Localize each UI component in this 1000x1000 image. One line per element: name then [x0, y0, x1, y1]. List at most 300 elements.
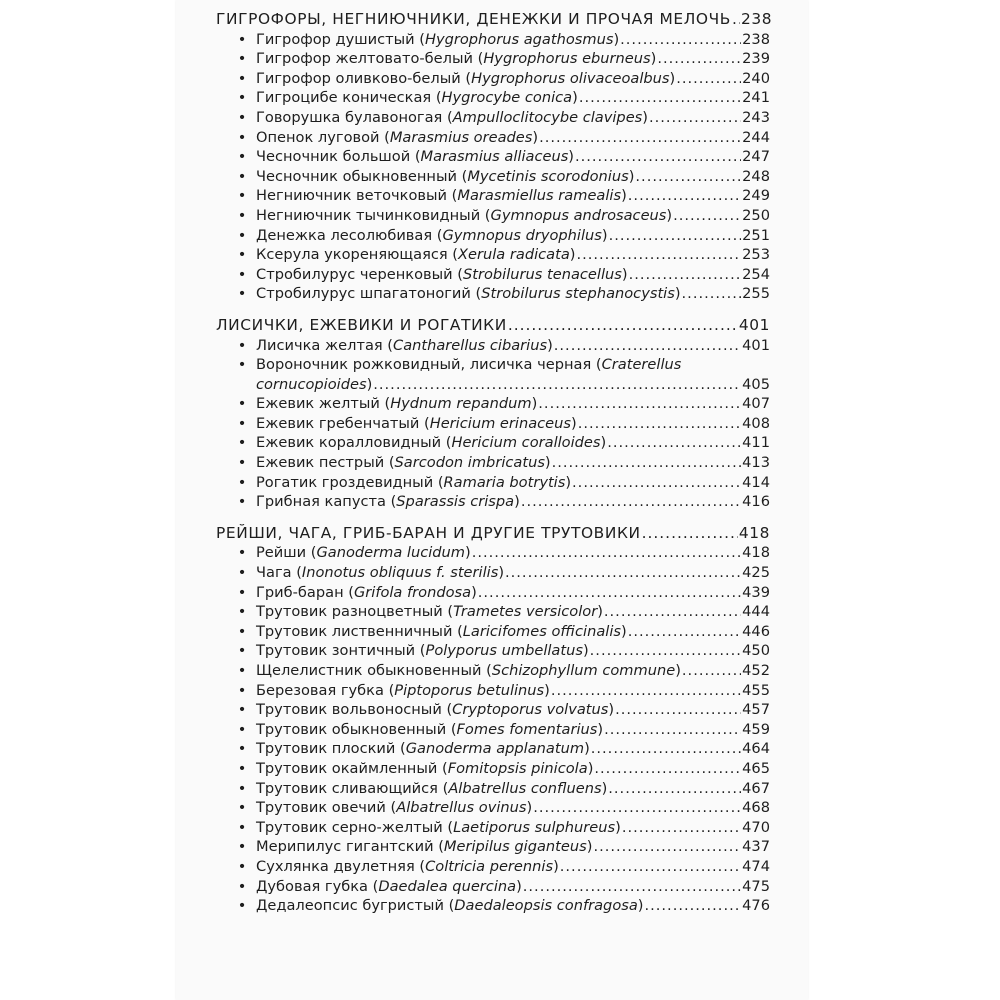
- entry-page-number: 243: [742, 108, 770, 126]
- entry-close-paren: ): [516, 877, 522, 895]
- entry-page-number: 254: [742, 265, 770, 283]
- entry-page-number: 452: [742, 662, 770, 679]
- dot-leader: [590, 641, 741, 661]
- entry-latin-name: Trametes versicolor: [453, 603, 598, 621]
- bullet-icon: •: [237, 583, 247, 601]
- dot-leader: [508, 316, 738, 336]
- dot-leader: [682, 661, 741, 681]
- toc-section: [216, 316, 770, 512]
- entry-page-number: 418: [742, 544, 770, 562]
- bullet-icon: •: [237, 681, 247, 699]
- entry-name: Рогатик гроздевидный (: [256, 473, 444, 491]
- toc-entry[interactable]: [216, 759, 770, 779]
- bullet-icon: •: [237, 779, 247, 797]
- bullet-icon: •: [237, 857, 247, 875]
- entry-name: Трутовик зонтичный (: [256, 642, 426, 660]
- bullet-icon: •: [237, 395, 247, 413]
- entry-latin-name: Grifola frondosa: [353, 583, 472, 601]
- toc-entry[interactable]: [216, 720, 770, 740]
- entry-close-paren: ): [650, 50, 657, 68]
- entry-page-number: 465: [742, 759, 770, 777]
- entry-latin-name: Cantharellus cibarius: [393, 336, 548, 354]
- entry-latin-name: Ampulloclitocybe clavipes: [452, 108, 643, 126]
- bullet-icon: •: [237, 414, 247, 432]
- entry-name: Березовая губка (: [256, 681, 395, 699]
- toc-entry[interactable]: [216, 186, 770, 206]
- entry-close-paren: ): [498, 564, 505, 582]
- entry-name: Негниючник веточковый (: [256, 187, 458, 205]
- entry-page-number: 250: [742, 206, 770, 224]
- bullet-icon: •: [237, 108, 247, 126]
- dot-leader: [521, 492, 741, 512]
- entry-latin-name: Coltricia perennis: [425, 857, 554, 875]
- bullet-icon: •: [237, 89, 247, 107]
- bullet-icon: •: [237, 897, 247, 915]
- entry-page-number: 450: [742, 642, 770, 660]
- dot-leader: [682, 284, 742, 304]
- toc-entry[interactable]: [216, 622, 770, 642]
- bullet-icon: •: [237, 187, 247, 205]
- toc-entry[interactable]: [216, 563, 770, 583]
- toc-entry[interactable]: [216, 69, 770, 89]
- entry-name: Щелелистник обыкновенный (: [256, 662, 492, 679]
- toc-entry[interactable]: [216, 49, 770, 69]
- dot-leader: [629, 265, 742, 285]
- section-heading[interactable]: [216, 316, 770, 336]
- entry-page-number: 244: [742, 128, 770, 146]
- entry-name: Ксерула укореняющаяся (: [256, 246, 459, 264]
- entry-name: Трутовик плоский (: [256, 740, 406, 758]
- entry-name: Опенок луговой (: [256, 128, 390, 146]
- bullet-icon: •: [237, 473, 247, 491]
- entry-name: Чесночник обыкновенный (: [256, 167, 468, 185]
- entry-latin-name: Gymnopus androsaceus: [490, 206, 667, 224]
- entry-name: Чага (: [256, 564, 302, 582]
- toc-entry[interactable]: [216, 779, 770, 799]
- entry-latin-name-cont: cornucopioides: [256, 375, 367, 393]
- entry-close-paren: ): [366, 375, 373, 393]
- dot-leader: [604, 602, 741, 622]
- entry-latin-name: Ganoderma applanatum: [405, 740, 585, 758]
- entry-latin-name: Marasmius alliaceus: [420, 148, 569, 166]
- bullet-icon: •: [237, 818, 247, 836]
- entry-page-number: 253: [742, 246, 770, 264]
- toc-entry[interactable]: [216, 543, 770, 563]
- entry-latin-name: Laricifomes officinalis: [462, 622, 621, 640]
- entry-close-paren: ): [674, 285, 681, 303]
- entry-page-number: 467: [742, 779, 770, 797]
- entry-close-paren: ): [597, 603, 603, 621]
- entry-name: Дубовая губка (: [256, 877, 379, 895]
- dot-leader: [628, 186, 741, 206]
- dot-leader: [607, 433, 741, 453]
- entry-page-number: 240: [742, 69, 770, 87]
- entry-close-paren: ): [600, 434, 607, 452]
- entry-close-paren: ): [514, 493, 520, 511]
- dot-leader: [523, 877, 741, 897]
- toc-section: [216, 524, 770, 916]
- entry-latin-name: Piptoporus betulinus: [394, 681, 545, 699]
- dot-leader: [538, 394, 741, 414]
- dot-leader: [593, 837, 741, 857]
- bullet-icon: •: [237, 622, 247, 640]
- toc-entry[interactable]: [216, 30, 770, 50]
- entry-close-paren: ): [584, 740, 590, 758]
- entry-name: Денежка лесолюбивая (: [256, 226, 443, 244]
- entry-latin-name: Inonotus obliquus f. sterilis: [301, 564, 499, 582]
- entry-name: Гриб-баран (: [256, 583, 354, 601]
- entry-close-paren: ): [571, 414, 577, 432]
- entry-page-number: 411: [742, 434, 770, 452]
- toc-section: [216, 10, 773, 304]
- bullet-icon: •: [237, 148, 247, 166]
- section-page-number: 401: [738, 315, 770, 334]
- toc-entry[interactable]: [216, 700, 770, 720]
- entry-name: Ежевик коралловидный (: [256, 434, 452, 452]
- entry-page-number: 413: [742, 454, 770, 472]
- entry-latin-name: Craterellus: [601, 356, 682, 374]
- entry-page-number: 439: [742, 583, 770, 601]
- entry-latin-name: Meripilus giganteus: [443, 838, 587, 856]
- entry-name: Гигрофор душистый (: [256, 30, 425, 48]
- entry-close-paren: ): [565, 473, 572, 491]
- dot-leader: [608, 779, 741, 799]
- entry-close-paren: ): [532, 128, 539, 146]
- dot-leader: [645, 896, 742, 916]
- bullet-icon: •: [237, 642, 247, 660]
- dot-leader: [609, 226, 742, 246]
- entry-close-paren: ): [582, 642, 589, 660]
- entry-close-paren: ): [586, 838, 593, 856]
- toc-entry[interactable]: [216, 681, 770, 701]
- section-heading-text: ЛИСИЧКИ, ЕЖЕВИКИ И РОГАТИКИ: [216, 315, 507, 334]
- toc-entry[interactable]: [216, 355, 770, 375]
- dot-leader: [620, 30, 741, 50]
- entry-latin-name: Mycetinis scorodonius: [467, 167, 629, 185]
- toc-entry[interactable]: [216, 739, 770, 759]
- bullet-icon: •: [237, 226, 247, 244]
- toc-entry[interactable]: [216, 226, 770, 246]
- bullet-icon: •: [237, 30, 247, 48]
- entry-latin-name: Fomes fomentarius: [456, 720, 598, 738]
- bullet-icon: •: [237, 838, 247, 856]
- entry-name: Говорушка булавоногая (: [256, 108, 453, 126]
- toc-entry[interactable]: [216, 798, 770, 818]
- entry-latin-name: Laetiporus sulphureus: [453, 818, 616, 836]
- entry-latin-name: Hericium erinaceus: [429, 414, 572, 432]
- dot-leader: [642, 524, 738, 544]
- entry-latin-name: Hygrophorus agathosmus: [424, 30, 614, 48]
- entry-latin-name: Sarcodon imbricatus: [394, 454, 545, 472]
- toc-entry[interactable]: [216, 818, 770, 838]
- entry-page-number: 408: [742, 414, 770, 432]
- section-heading-text: ГИГРОФОРЫ, НЕГНИЮЧНИКИ, ДЕНЕЖКИ И ПРОЧАЯ МЕЛОЧЬ: [216, 10, 731, 28]
- entry-name: Грибная капуста (: [256, 493, 397, 511]
- entry-close-paren: ): [666, 206, 673, 224]
- toc-entry[interactable]: [216, 837, 770, 857]
- entry-name: Трутовик лиственничный (: [256, 622, 463, 640]
- entry-close-paren: ): [547, 336, 553, 354]
- entry-close-paren: ): [471, 583, 477, 601]
- entry-name: Вороночник рожковидный, лисичка черная (: [256, 356, 602, 374]
- entry-name: Дедалеопсис бугристый (: [256, 897, 455, 915]
- bullet-icon: •: [237, 434, 247, 452]
- entry-page-number: 405: [742, 375, 770, 393]
- entry-latin-name: Hygrophorus eburneus: [483, 50, 651, 68]
- dot-leader: [539, 128, 741, 148]
- dot-leader: [732, 10, 740, 30]
- entry-name: Лисичка желтая (: [256, 336, 393, 354]
- entry-close-paren: ): [601, 779, 608, 797]
- entry-page-number: 455: [742, 681, 770, 699]
- dot-leader: [657, 49, 741, 69]
- dot-leader: [472, 543, 741, 563]
- entry-page-number: 241: [742, 89, 770, 107]
- entry-page-number: 251: [742, 226, 770, 244]
- bullet-icon: •: [237, 701, 247, 719]
- entry-close-paren: ): [615, 818, 621, 836]
- entry-close-paren: ): [544, 681, 550, 699]
- entry-name: Трутовик окаймленный (: [256, 759, 448, 777]
- toc-entry[interactable]: [216, 453, 770, 473]
- entry-page-number: 414: [742, 473, 770, 491]
- table-of-contents: [216, 10, 773, 916]
- toc-entry[interactable]: [216, 394, 770, 414]
- entry-name: Трутовик серно-желтый (: [256, 818, 454, 836]
- bullet-icon: •: [237, 128, 247, 146]
- entry-page-number: 475: [742, 877, 770, 895]
- dot-leader: [591, 739, 741, 759]
- dot-leader: [551, 681, 741, 701]
- entry-name: Гигрофор желтовато-белый (: [256, 50, 484, 68]
- entry-close-paren: ): [553, 857, 559, 875]
- entry-close-paren: ): [621, 622, 627, 640]
- entry-page-number: 247: [742, 148, 770, 166]
- entry-close-paren: ): [613, 30, 620, 48]
- toc-entry[interactable]: [216, 896, 770, 916]
- entry-name: Ежевик желтый (: [256, 395, 391, 413]
- entry-latin-name: Xerula radicata: [458, 246, 570, 264]
- entry-latin-name: Albatrellus ovinus: [396, 799, 527, 817]
- entry-close-paren: ): [608, 701, 615, 719]
- entry-page-number: 249: [742, 187, 770, 205]
- entry-name: Гигроцибе коническая (: [256, 89, 442, 107]
- toc-entry[interactable]: [216, 88, 770, 108]
- entry-latin-name: Hydnum repandum: [390, 395, 532, 413]
- bullet-icon: •: [237, 356, 247, 374]
- entry-close-paren: ): [621, 187, 627, 205]
- entry-page-number: 474: [742, 857, 770, 875]
- dot-leader: [676, 69, 741, 89]
- dot-leader: [552, 453, 742, 473]
- entry-close-paren: ): [568, 148, 574, 166]
- toc-entry[interactable]: [216, 583, 770, 603]
- entry-page-number: 459: [742, 720, 770, 738]
- bullet-icon: •: [237, 246, 247, 264]
- toc-entry[interactable]: [216, 284, 770, 304]
- entry-latin-name: Daedaleopsis confragosa: [454, 897, 638, 915]
- entry-page-number: 238: [742, 30, 770, 48]
- bullet-icon: •: [237, 740, 247, 758]
- entry-close-paren: ): [587, 759, 594, 777]
- dot-leader: [579, 88, 741, 108]
- entry-latin-name: Hericium coralloides: [451, 434, 601, 452]
- bullet-icon: •: [237, 69, 247, 87]
- toc-entry[interactable]: [216, 433, 770, 453]
- toc-entry-continuation[interactable]: [216, 375, 770, 395]
- dot-leader: [604, 720, 741, 740]
- entry-name: Трутовик вольвоносный (: [256, 701, 453, 719]
- entry-page-number: 464: [742, 740, 770, 758]
- entry-page-number: 444: [742, 603, 770, 621]
- entry-latin-name: Albatrellus confluens: [448, 779, 602, 797]
- entry-name: Гигрофор оливково-белый (: [256, 69, 472, 87]
- entry-close-paren: ): [531, 395, 538, 413]
- bullet-icon: •: [237, 493, 247, 511]
- entry-name: Рейши (: [256, 544, 317, 562]
- entry-name: Трутовик обыкновенный (: [256, 720, 457, 738]
- entry-close-paren: ): [569, 246, 576, 264]
- entry-name: Мерипилус гигантский (: [256, 838, 444, 856]
- entry-page-number: 248: [742, 167, 770, 185]
- dot-leader: [576, 245, 741, 265]
- dot-leader: [594, 759, 741, 779]
- dot-leader: [554, 336, 741, 356]
- dot-leader: [615, 700, 741, 720]
- entry-close-paren: ): [544, 454, 551, 472]
- toc-entry[interactable]: [216, 857, 770, 877]
- dot-leader: [578, 414, 741, 434]
- dot-leader: [478, 583, 741, 603]
- dot-leader: [673, 206, 741, 226]
- toc-entry[interactable]: [216, 128, 770, 148]
- section-heading[interactable]: [216, 10, 773, 30]
- bullet-icon: •: [237, 206, 247, 224]
- toc-entry[interactable]: [216, 108, 770, 128]
- entry-name: Негниючник тычинковидный (: [256, 206, 491, 224]
- entry-latin-name: Cryptoporus volvatus: [452, 701, 609, 719]
- entry-name: Ежевик гребенчатый (: [256, 414, 430, 432]
- entry-page-number: 468: [742, 799, 770, 817]
- entry-page-number: 476: [742, 897, 770, 915]
- section-page-number: 238: [740, 10, 773, 28]
- entry-latin-name: Hygrocybe conica: [441, 89, 573, 107]
- entry-latin-name: Schizophyllum commune: [491, 662, 676, 679]
- bullet-icon: •: [237, 564, 247, 582]
- toc-entry[interactable]: [216, 167, 770, 187]
- dot-leader: [635, 167, 741, 187]
- entry-close-paren: ): [526, 799, 533, 817]
- entry-close-paren: ): [621, 265, 628, 283]
- bullet-icon: •: [237, 265, 247, 283]
- entry-close-paren: ): [597, 720, 604, 738]
- entry-latin-name: Gymnopus dryophilus: [442, 226, 602, 244]
- dot-leader: [560, 857, 741, 877]
- dot-leader: [649, 108, 741, 128]
- entry-name: Ежевик пестрый (: [256, 454, 395, 472]
- entry-page-number: 401: [742, 336, 770, 354]
- entry-page-number: 437: [742, 838, 770, 856]
- bullet-icon: •: [237, 799, 247, 817]
- toc-entry[interactable]: [216, 147, 770, 167]
- entry-latin-name: Marasmiellus ramealis: [457, 187, 622, 205]
- entry-close-paren: ): [675, 662, 681, 679]
- entry-page-number: 446: [742, 622, 770, 640]
- entry-latin-name: Daedalea quercina: [378, 877, 517, 895]
- entry-page-number: 425: [742, 564, 770, 582]
- dot-leader: [622, 818, 741, 838]
- entry-latin-name: Ramaria botrytis: [443, 473, 566, 491]
- entry-page-number: 416: [742, 493, 770, 511]
- entry-latin-name: Strobilurus stephanocystis: [481, 285, 675, 303]
- entry-latin-name: Hygrophorus olivaceoalbus: [471, 69, 670, 87]
- toc-entry[interactable]: [216, 206, 770, 226]
- entry-close-paren: ): [628, 167, 635, 185]
- bullet-icon: •: [237, 877, 247, 895]
- entry-name: Стробилурус шпагатоногий (: [256, 285, 482, 303]
- entry-page-number: 457: [742, 701, 770, 719]
- dot-leader: [628, 622, 741, 642]
- entry-name: Стробилурус черенковый (: [256, 265, 463, 283]
- dot-leader: [572, 473, 741, 493]
- toc-entry[interactable]: [216, 877, 770, 897]
- dot-leader: [533, 798, 741, 818]
- bullet-icon: •: [237, 603, 247, 621]
- entry-latin-name: Ganoderma lucidum: [316, 544, 466, 562]
- bullet-icon: •: [237, 285, 247, 303]
- entry-name: Трутовик сливающийся (: [256, 779, 449, 797]
- toc-entry[interactable]: [216, 602, 770, 622]
- entry-latin-name: Marasmius oreades: [389, 128, 533, 146]
- entry-latin-name: Strobilurus tenacellus: [462, 265, 622, 283]
- entry-name: Трутовик овечий (: [256, 799, 397, 817]
- entry-page-number: 255: [742, 285, 770, 303]
- section-page-number: 418: [738, 523, 770, 542]
- bullet-icon: •: [237, 454, 247, 472]
- entry-page-number: 470: [742, 818, 770, 836]
- toc-entry[interactable]: [216, 414, 770, 434]
- section-heading-text: РЕЙШИ, ЧАГА, ГРИБ-БАРАН И ДРУГИЕ ТРУТОВИКИ: [216, 523, 641, 542]
- entry-close-paren: ): [572, 89, 578, 107]
- dot-leader: [373, 375, 741, 395]
- entry-latin-name: Fomitopsis pinicola: [447, 759, 588, 777]
- bullet-icon: •: [237, 720, 247, 738]
- entry-name: Трутовик разноцветный (: [256, 603, 454, 621]
- bullet-icon: •: [237, 167, 247, 185]
- toc-entry[interactable]: [216, 661, 770, 681]
- bullet-icon: •: [237, 544, 247, 562]
- bullet-icon: •: [237, 336, 247, 354]
- dot-leader: [575, 147, 741, 167]
- entry-close-paren: ): [465, 544, 471, 562]
- dot-leader: [505, 563, 741, 583]
- bullet-icon: •: [237, 662, 247, 679]
- entry-page-number: 407: [742, 395, 770, 413]
- toc-entry[interactable]: [216, 473, 770, 493]
- entry-name: Сухлянка двулетняя (: [256, 857, 426, 875]
- bullet-icon: •: [237, 50, 247, 68]
- toc-entry[interactable]: [216, 265, 770, 285]
- entry-latin-name: Polyporus umbellatus: [425, 642, 583, 660]
- toc-entry[interactable]: [216, 492, 770, 512]
- entry-close-paren: ): [642, 108, 648, 126]
- section-heading[interactable]: [216, 524, 770, 544]
- toc-entry[interactable]: [216, 245, 770, 265]
- toc-entry[interactable]: [216, 641, 770, 661]
- entry-latin-name: Sparassis crispa: [396, 493, 515, 511]
- toc-entry[interactable]: [216, 336, 770, 356]
- entry-page-number: 239: [742, 50, 770, 68]
